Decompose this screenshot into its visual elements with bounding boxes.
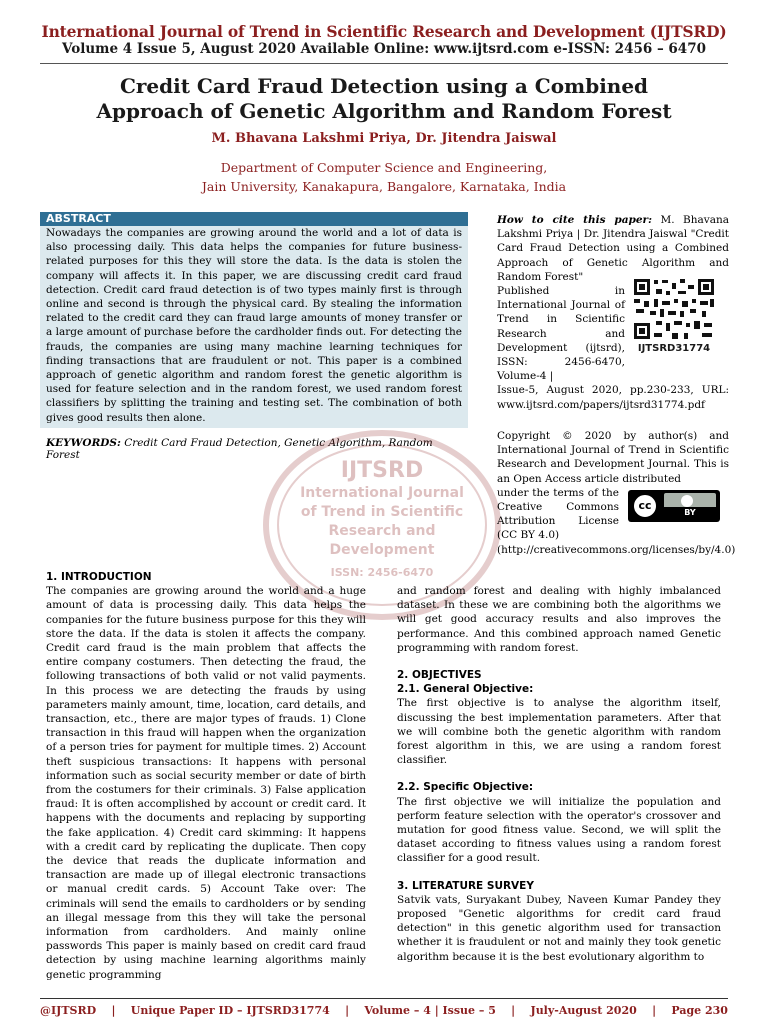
literature-survey-heading: 3. LITERATURE SURVEY (397, 879, 534, 892)
abstract-text: Nowadays the companies are growing around the world and a lot of data is also processing daily. This data helps the companies for future business-related purposes for this they will store the data. Is the data is stolen the company will affects it. In this paper, we are discussing credit card fraud detection. Credit card fraud detection is of two types mainly first is through online and second is through the physical card. By stealing the information related to the credit card they can fraud large amounts of money transfer or a large amount of purchase before the cardholder finds out. For detecting the frauds, the companies are using many machine learning techniques for finding transactions that are fraudulent or not. This paper is a combined approach of genetic algorithm and random forest the genetic algorithm is used for feature selection and in the random forest, we used random forest classifiers by splitting the training and testing set. The combination of both gives good results then alone. (46, 227, 462, 424)
watermark-line-5: Development (329, 542, 435, 558)
affiliation-line-2: Jain University, Kanakapura, Bangalore, Karnataka, India (201, 179, 567, 194)
cc-by-license-icon (628, 490, 720, 522)
footer-page: Page 230 (671, 1004, 728, 1017)
keywords-label: KEYWORDS: (46, 437, 121, 449)
introduction-section (46, 570, 366, 982)
cc-icon: cc (632, 493, 658, 519)
journal-title: International Journal of Trend in Scientific Research and Development (IJTSRD) (41, 22, 727, 41)
footer-sep: | (345, 1004, 350, 1017)
abstract-heading: ABSTRACT (40, 212, 468, 226)
cite-label: How to cite this paper: (497, 214, 652, 226)
by-badge-bg (664, 493, 716, 519)
footer-sep: | (511, 1004, 516, 1017)
specific-objective-heading: 2.2. Specific Objective: (397, 781, 534, 794)
general-objective-heading: 2.1. General Objective: (397, 683, 534, 696)
watermark-line-4: Research and (328, 523, 436, 539)
cite-text-a: M. Bhavana Lakshmi Priya | Dr. Jitendra Jaiswal "Credit Card Fraud Detection using a Combined Approach of Genetic Algorithm and Random Forest" (497, 214, 730, 283)
copyright-text-a: Copyright © 2020 by author(s) and International Journal of Trend in Scientific Research and Development Journal. This is an Open Access article distributed (497, 430, 729, 485)
introduction-text: The companies are growing around the world and a huge amount of data is processing daily. This data helps the companies for the future business purpose for this they will store the data. If the data is stolen it affects the company. Credit card fraud is the main problem that affects the entire company costumers. Then detecting the fraud, the following transactions of both valid or not valid payments. In this process we are detecting the frauds by using parameters mainly amount, time, location, card details, and transaction, etc., there are major types of frauds. 1) Clone transaction in this fraud will happen when the organization of a person tries for payment for multiple times. 2) Account theft suspicious transactions: It happens with personal information such as social security member or date of birth from the costumers for their criminals. 3) False application fraud: It is often accomplished by account or credit card. It happens with the documents and replacing by supporting the fake application. 4) Credit card skimming: It happens with a credit card by replicating the duplicate. Then copy the device that reads the duplicate information and transaction are made up of illegal electronic transactions or manual credit cards. 5) Account Take over: The criminals will send the emails to cardholders or by sending an illegal message from this they will take the personal information from cardholders. And mainly online passwords This paper is mainly based on credit card fraud detection by using machine learning algorithms mainly genetic programming (46, 585, 366, 981)
qr-code-icon (632, 277, 716, 341)
footer-date: July-August 2020 (530, 1004, 637, 1017)
watermark-text (262, 458, 502, 586)
affiliation (0, 158, 768, 196)
qr-label: IJTSRD31774 (637, 343, 711, 354)
literature-survey-text: Satvik vats, Suryakant Dubey, Naveen Kumar Pandey they proposed "Genetic algorithms for credit card fraud detection" in this genetic algorithm used for transaction whether it is fraudulent or not and mainly they took genetic algorithm because it is the best evolutionary algorithm to (397, 893, 721, 963)
by-label: BY (664, 507, 716, 519)
authors: M. Bhavana Lakshmi Priya, Dr. Jitendra Jaiswal (211, 131, 557, 146)
copyright-text-c: (http://creativecommons.org/licenses/by/4.0) (497, 543, 736, 556)
general-objective-text: The first objective is to analyse the algorithm itself, discussing the best implementation parameters. After that we will combine both the genetic algorithm with random forest algorithm in this, we are using a random forest classifier. (397, 697, 721, 767)
watermark-line-1: IJTSRD (340, 458, 424, 483)
footer-sep: | (111, 1004, 116, 1017)
header-rule (40, 63, 728, 64)
watermark-line-2: International Journal (300, 485, 464, 501)
objectives-heading: 2. OBJECTIVES (397, 669, 482, 682)
cite-text-c: Issue-5, August 2020, pp.230-233, URL: www.ijtsrd.com/papers/ijtsrd31774.pdf (497, 384, 729, 411)
right-column (397, 584, 721, 964)
cite-text-b: Published in International Journal of Trend in Scientific Research and Development (ijtsrd), ISSN: 2456-6470, Volume-4 | (497, 285, 625, 383)
footer-left: @IJTSRD (40, 1004, 97, 1017)
specific-objective-text: The first objective we will initialize the population and perform feature selection with the operator's crossover and mutation for good fitness value. Second, we will split the dataset according to fitness values using a random forest classifier for a good result. (397, 795, 721, 865)
paper-title-line-2: Approach of Genetic Algorithm and Random Forest (96, 99, 672, 123)
footer-rule (40, 998, 728, 999)
abstract-box (40, 212, 468, 428)
journal-subtitle: Volume 4 Issue 5, August 2020 Available Online: www.ijtsrd.com e-ISSN: 2456 – 6470 (62, 41, 706, 57)
copyright-text-b: under the terms of the Creative Commons Attribution License (CC BY 4.0) (497, 486, 619, 542)
paper-title-line-1: Credit Card Fraud Detection using a Combined (119, 74, 649, 98)
page-footer (40, 1004, 728, 1017)
paper-title (0, 74, 768, 124)
affiliation-line-1: Department of Computer Science and Engineering, (220, 160, 548, 175)
watermark-issn: ISSN: 2456-6470 (330, 566, 434, 579)
person-icon (681, 495, 693, 507)
footer-sep: | (652, 1004, 657, 1017)
watermark-line-3: of Trend in Scientific (300, 504, 464, 520)
footer-paper-id: Unique Paper ID – IJTSRD31774 (130, 1004, 330, 1017)
introduction-heading: 1. INTRODUCTION (46, 571, 152, 583)
keywords-text: Credit Card Fraud Detection, Genetic Algorithm, Random Forest (46, 437, 433, 461)
footer-volume: Volume – 4 | Issue – 5 (364, 1004, 496, 1017)
intro-continued-text: and random forest and dealing with highly imbalanced dataset. In these we are combining both the algorithms we will get good accuracy results and also improves the performance. And this combined approach named Genetic programming with random forest. (397, 585, 721, 654)
